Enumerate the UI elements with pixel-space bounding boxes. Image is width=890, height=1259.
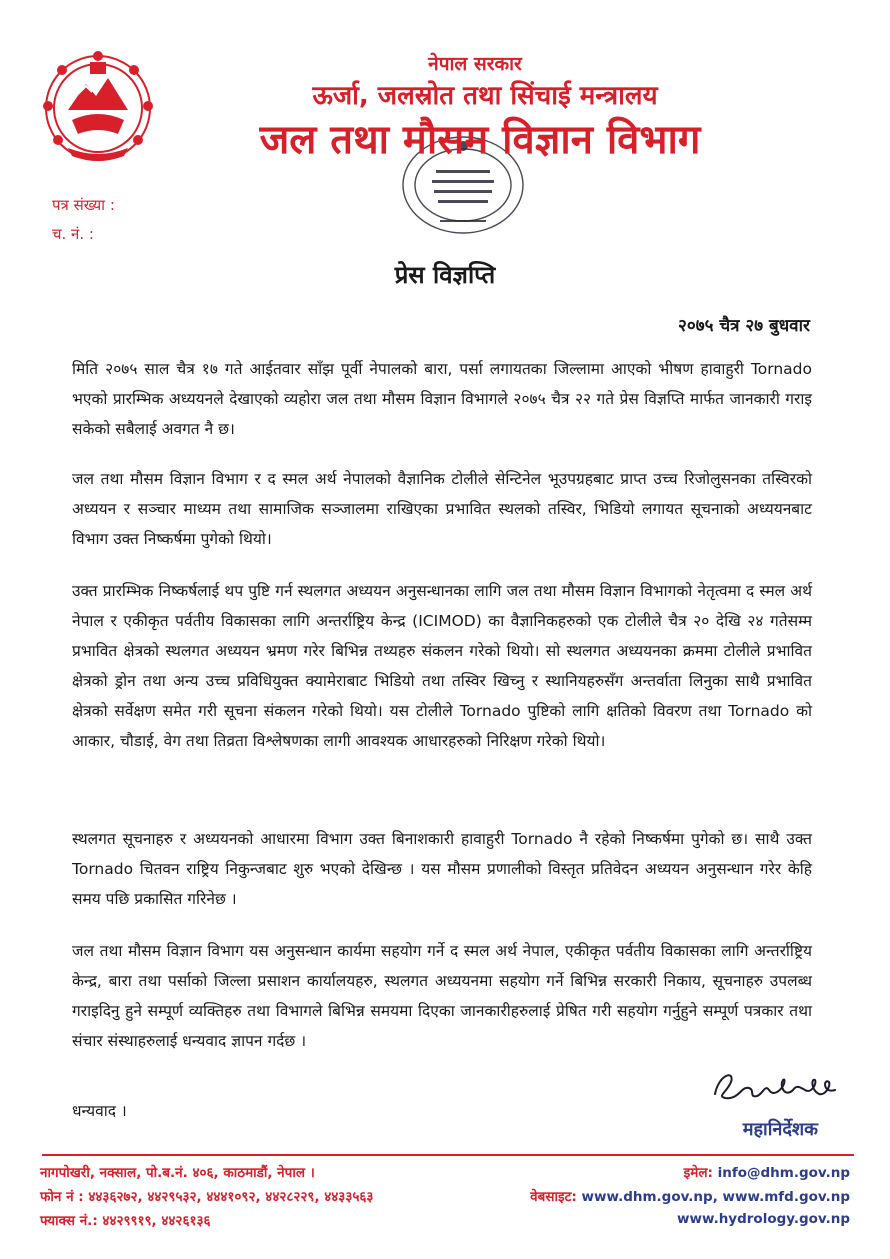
- footer-fax: [40, 1211, 211, 1229]
- footer-website-2: [677, 1211, 850, 1227]
- ministry-name: ऊर्जा, जलस्रोत तथा सिंचाई मन्त्रालय: [312, 81, 658, 111]
- footer-email-link[interactable]: info@dhm.gov.np: [717, 1165, 850, 1181]
- department-name: जल तथा मौसम विज्ञान विभाग: [259, 117, 701, 163]
- page-title: प्रेस विज्ञप्ति: [394, 261, 496, 289]
- footer-website-links[interactable]: www.dhm.gov.np, www.mfd.gov.np: [581, 1189, 850, 1205]
- paragraph-3: उक्त प्रारम्भिक निष्कर्षलाई थप पुष्टि गर्न स्थलगत अध्ययन अनुसन्धानका लागि जल तथा मौसम विज्ञान विभागको नेतृत्वमा द स्मल अर्थ नेपाल र एकीकृत पर्वतीय विकासका लागि अन्तर्राष्ट्रिय केन्द्र (ICIMOD) का वैज्ञानिकहरुको एक टोलीले चैत्र २० देखि २४ गतेसम्म प्रभावित क्षेत्रको स्थलगत अध्ययन भ्रमण गरेर बिभिन्न तथ्यहरु संकलन गरेको थियो। सो स्थलगत अध्ययनका क्रममा टोलीले प्रभावित क्षेत्रको ड्रोन तथा अन्य उच्च प्रविधियुक्त क्यामेराबाट भिडियो तथा तस्विर खिच्नु र स्थानियहरुसँग अन्तर्वाता लिनुका साथै प्रभावित क्षेत्रको सर्वेक्षण समेत गरी सूचना संकलन गरेको थियो। यस टोलीले Tornado पुष्टिको लागि क्षतिको विवरण तथा Tornado को आकार, चौडाई, वेग तथा तिव्रता विश्लेषणका लागी आवश्यक आधारहरुको निरिक्षण गरेको थियो।: [72, 582, 812, 750]
- footer-hydrology-link[interactable]: www.hydrology.gov.np: [677, 1211, 850, 1227]
- paragraph-1: मिति २०७५ साल चैत्र १७ गते आईतवार साँझ पूर्वी नेपालको बारा, पर्सा लगायतका जिल्लामा आएको भीषण हावाहुरी Tornado भएको प्रारम्भिक अध्ययनले देखाएको व्यहोरा जल तथा मौसम विज्ञान विभागले २०७५ चैत्र २२ गते प्रेस विज्ञप्ति मार्फत जानकारी गराइ सकेको सबैलाई अवगत नै छ।: [72, 360, 812, 438]
- release-date: २०७५ चैत्र २७ बुधवार: [678, 316, 810, 336]
- footer-website: [530, 1187, 850, 1205]
- handwritten-signature-icon: [705, 1060, 845, 1110]
- footer-phone: [40, 1187, 373, 1205]
- paragraph-5: जल तथा मौसम विज्ञान विभाग यस अनुसन्धान कार्यमा सहयोग गर्ने द स्मल अर्थ नेपाल, एकीकृत पर्वतीय विकासका लागि अन्तर्राष्ट्रिय केन्द्र, बारा तथा पर्साको जिल्ला प्रसाशन कार्यालयहरु, स्थलगत अध्ययनमा सहयोग गर्ने बिभिन्न सरकारी निकाय, सूचनाहरु उपलब्ध गराइदिनु हुने सम्पूर्ण व्यक्तिहरु तथा विभागले बिभिन्न समयमा दिएका जानकारीहरुलाई प्रेषित गरी सहयोग गर्नुहुने सम्पूर्ण पत्रकार तथा संचार संस्थाहरुलाई धन्यवाद ज्ञापन गर्दछ ।: [72, 942, 812, 1050]
- paragraph-2: जल तथा मौसम विज्ञान विभाग र द स्मल अर्थ नेपालको वैज्ञानिक टोलीले सेन्टिनेल भूउपग्रहबाट प्राप्त उच्च रिजोलुसनका तस्विरको अध्ययन र सञ्चार माध्यम तथा सामाजिक सञ्जालमा राखिएका प्रभावित स्थलको तस्विर, भिडियो लगायत सूचनाको अध्ययनबाट विभाग उक्त निष्कर्षमा पुगेको थियो।: [72, 470, 812, 548]
- footer-fax-numbers: ४४२९९१९, ४४२६१३६: [102, 1213, 211, 1229]
- government-name: नेपाल सरकार: [428, 53, 522, 75]
- footer-address: नागपोखरी, नक्साल, पो.ब.नं. ४०६, काठमाडौं, नेपाल ।: [40, 1165, 315, 1181]
- signatory-title: महानिर्देशक: [742, 1119, 818, 1140]
- footer-email: [684, 1163, 850, 1181]
- letter-number-label: पत्र संख्या :: [52, 196, 115, 214]
- footer-phone-numbers: : ४४३६२७२, ४४२९५३२, ४४४१०९२, ४४२८२२९, ४४३३५६३: [78, 1189, 374, 1205]
- footer-email-label: इमेल:: [683, 1165, 713, 1181]
- footer-website-label: वेबसाइट:: [530, 1189, 577, 1205]
- closing-thanks: धन्यवाद ।: [72, 1102, 127, 1120]
- dispatch-number-label: च. नं. :: [52, 225, 94, 243]
- footer-divider: [42, 1154, 854, 1156]
- paragraph-4: स्थलगत सूचनाहरु र अध्ययनको आधारमा विभाग उक्त बिनाशकारी हावाहुरी Tornado नै रहेको निष्कर्षमा पुगेको छ। साथै उक्त Tornado चितवन राष्ट्रिय निकुन्जबाट शुरु भएको देखिन्छ । यस मौसम प्रणालीको विस्तृत प्रतिवेदन अध्ययन अनुसन्धान गरेर केहि समय पछि प्रकासित गरिनेछ ।: [72, 830, 812, 908]
- footer-phone-label: फोन नं: [40, 1189, 74, 1205]
- footer-fax-label: फ्याक्स नं.:: [40, 1213, 98, 1229]
